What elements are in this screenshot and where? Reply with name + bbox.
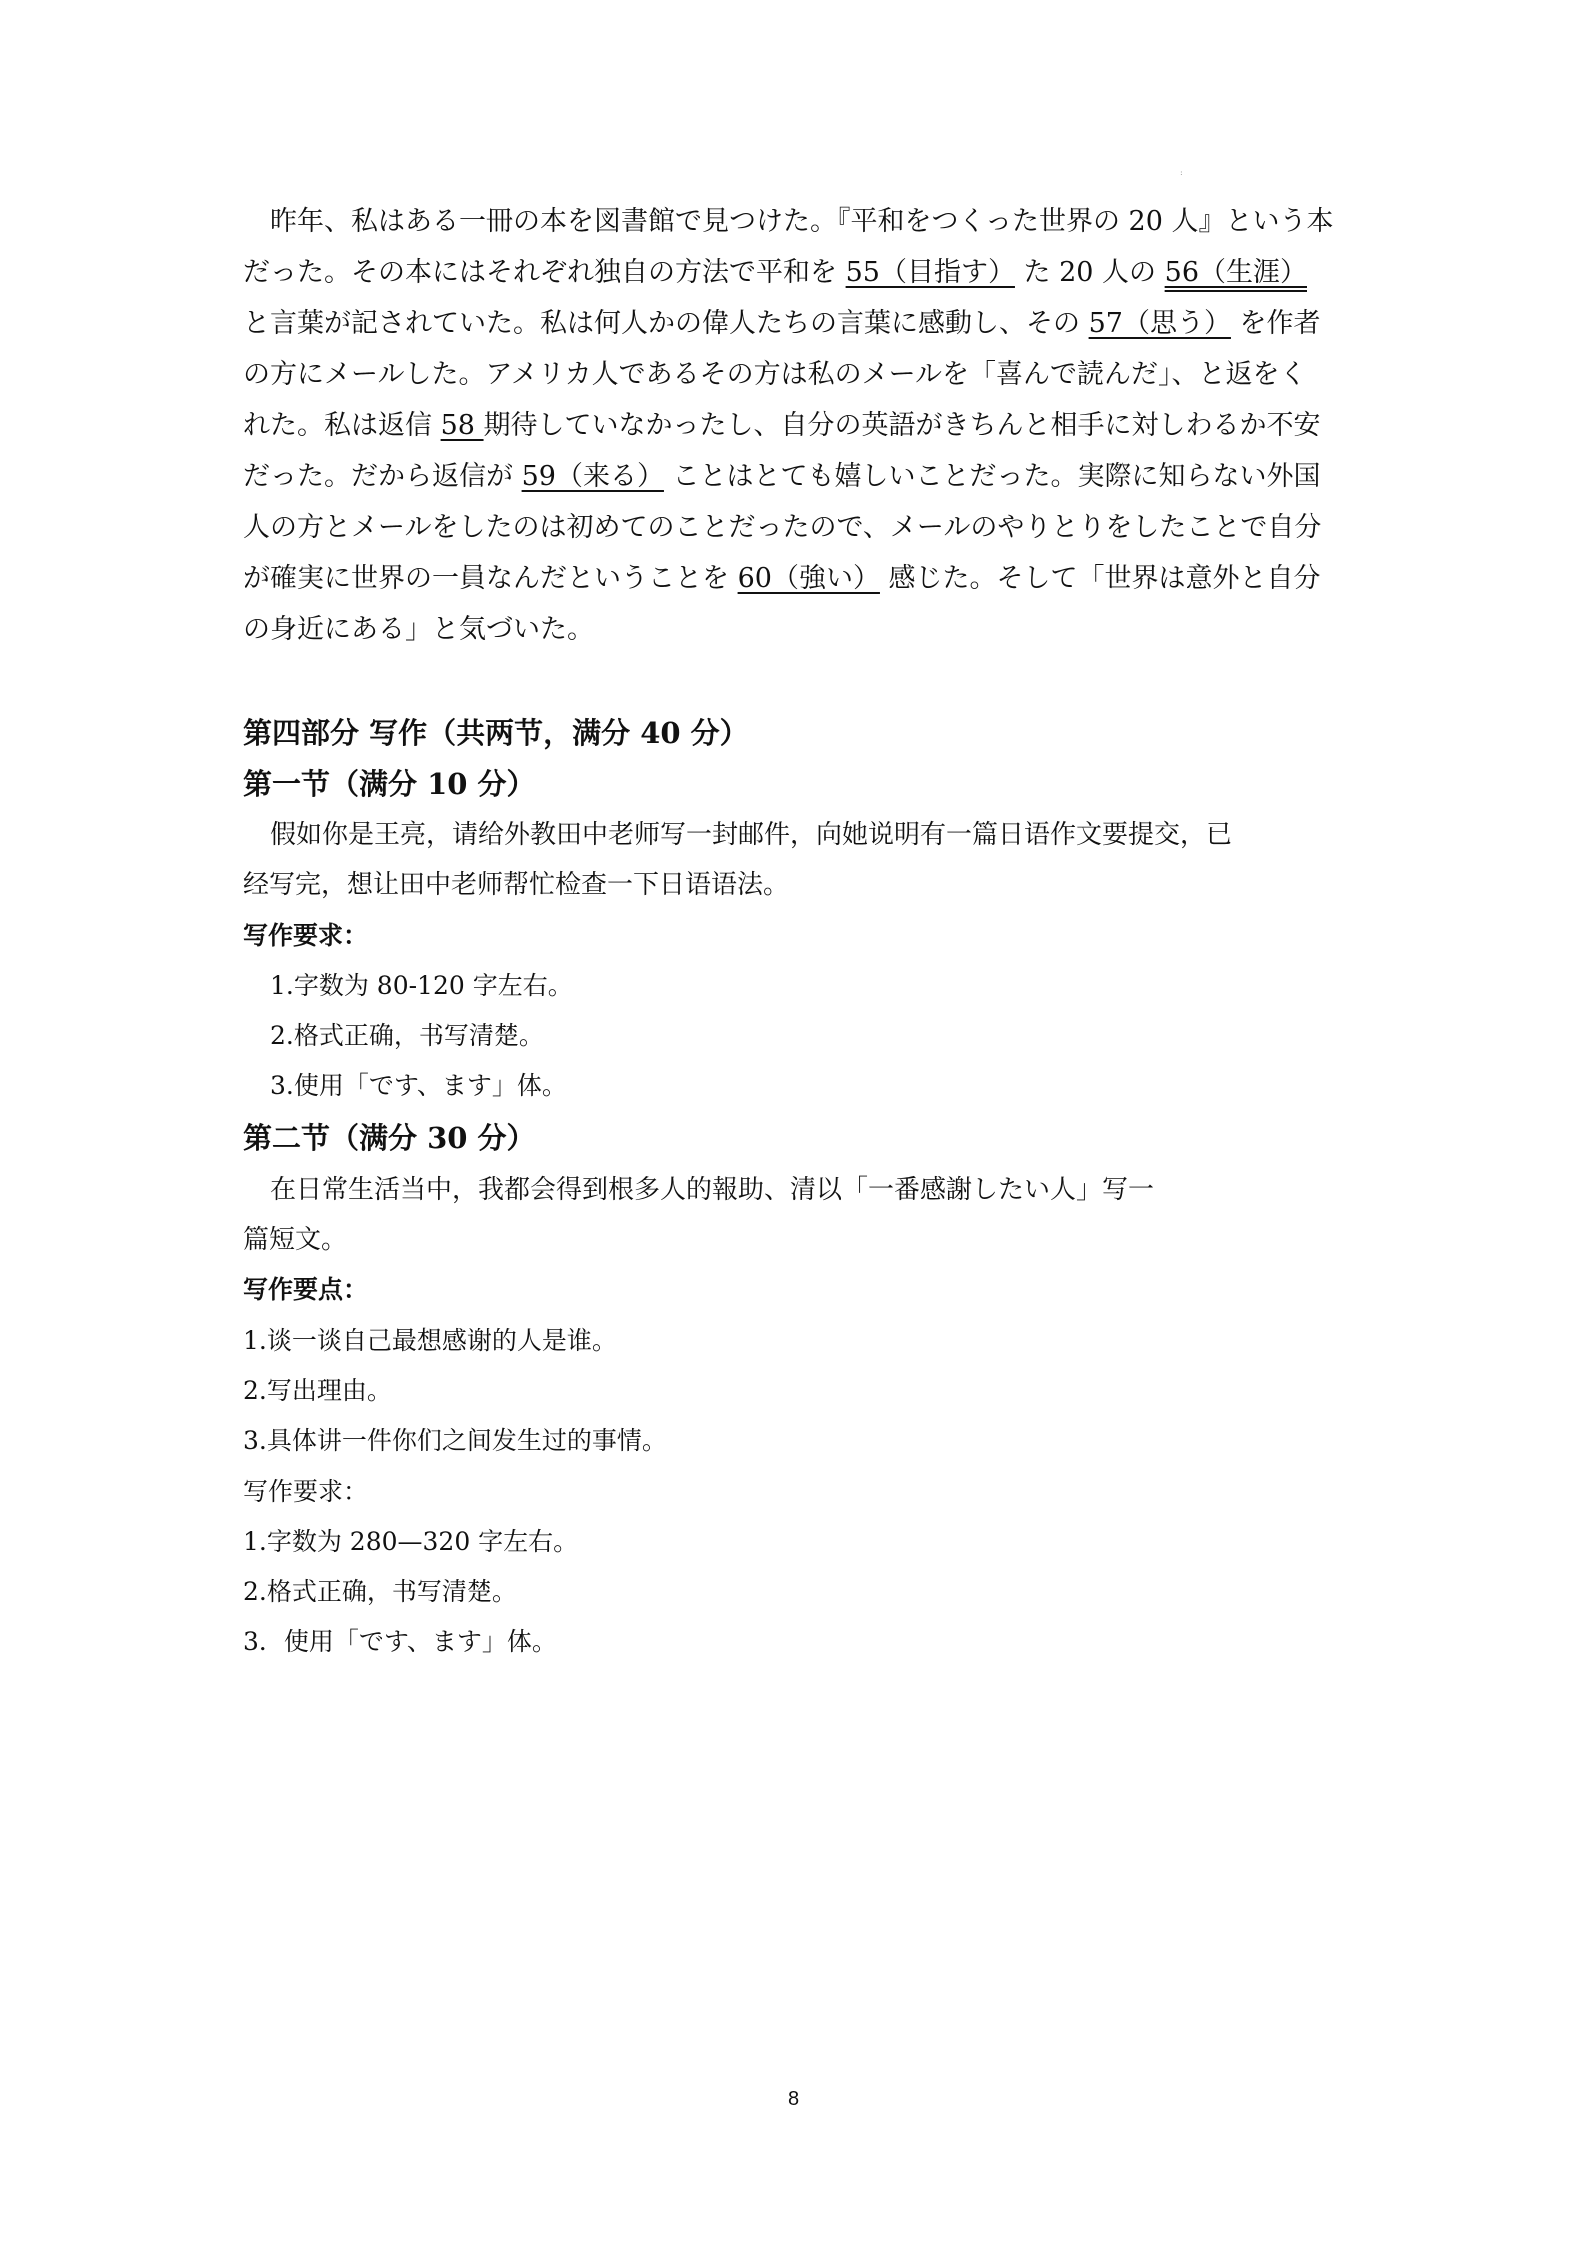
blank-60: 60（強い） <box>737 563 880 594</box>
section1-req-1: 1.字数为 80-120 字左右。 <box>270 971 573 1000</box>
section2-points-label: 写作要点： <box>243 1275 369 1304</box>
passage-line-3: と言葉が記されていた。私は何人かの偉人たちの言葉に感動し、その 57（思う） を作者 <box>243 308 1321 339</box>
section1-req-3: 3.使用「です、ます」体。 <box>270 1071 567 1100</box>
passage-line-2: だった。その本にはそれぞれ独自の方法で平和を 55（目指す） た 20 人の 56（生涯） <box>243 257 1307 288</box>
section2-title: 第二节（满分 30 分） <box>243 1121 536 1155</box>
part4-title: 第四部分 写作（共两节，满分 40 分） <box>243 716 749 750</box>
section2-req-2: 2.格式正确，书写清楚。 <box>243 1577 517 1606</box>
blank-57: 57（思う） <box>1088 308 1231 339</box>
section2-req-label: 写作要求： <box>243 1477 369 1506</box>
section2-point-1: 1.谈一谈自己最想感谢的人是谁。 <box>243 1326 617 1355</box>
section2-prompt-line-2: 篇短文。 <box>243 1225 348 1255</box>
passage-line-7: 人の方とメールをしたのは初めてのことだったので、メールのやりとりをしたことで自分 <box>243 512 1322 543</box>
page-number: 8 <box>787 2088 800 2110</box>
page-marker: : <box>1180 168 1183 177</box>
passage-line-4: の方にメールした。アメリカ人であるその方は私のメールを「喜んで読んだ」、と返をく <box>243 359 1307 390</box>
passage-line-9: の身近にある」と気づいた。 <box>243 614 594 645</box>
blank-58: 58 <box>440 410 484 441</box>
passage-line-6: だった。だから返信が 59（来る） ことはとても嬉しいことだった。実際に知らない外国 <box>243 461 1321 492</box>
section1-prompt-line-1: 假如你是王亮，请给外教田中老师写一封邮件，向她说明有一篇日语作文要提交，已 <box>270 820 1233 850</box>
section1-title: 第一节（满分 10 分） <box>243 767 536 801</box>
section2-point-3: 3.具体讲一件你们之间发生过的事情。 <box>243 1426 667 1455</box>
blank-55: 55（目指す） <box>845 257 1015 288</box>
passage-line-1: 昨年、私はある一冊の本を図書館で見つけた。『平和をつくった世界の 20 人』という本 <box>243 206 1334 237</box>
section2-req-1: 1.字数为 280—320 字左右。 <box>243 1527 579 1556</box>
blank-56: 56（生涯） <box>1164 257 1307 288</box>
section2-req-3: 3．使用「です、ます」体。 <box>243 1627 557 1656</box>
section1-req-label: 写作要求： <box>243 921 369 950</box>
section2-prompt-line-1: 在日常生活当中，我都会得到根多人的報助、清以「一番感謝したい人」写一 <box>270 1175 1155 1205</box>
section2-point-2: 2.写出理由。 <box>243 1376 392 1405</box>
blank-59: 59（来る） <box>521 461 664 492</box>
section1-prompt-line-2: 经写完，想让田中老师帮忙检查一下日语语法。 <box>243 870 790 900</box>
passage-line-8: が確実に世界の一員なんだということを 60（強い） 感じた。そして「世界は意外と自分 <box>243 563 1321 594</box>
section1-req-2: 2.格式正确，书写清楚。 <box>270 1021 544 1050</box>
passage-line-5: れた。私は返信 58 期待していなかったし、自分の英語がきちんと相手に対しわるか不安 <box>243 410 1321 441</box>
